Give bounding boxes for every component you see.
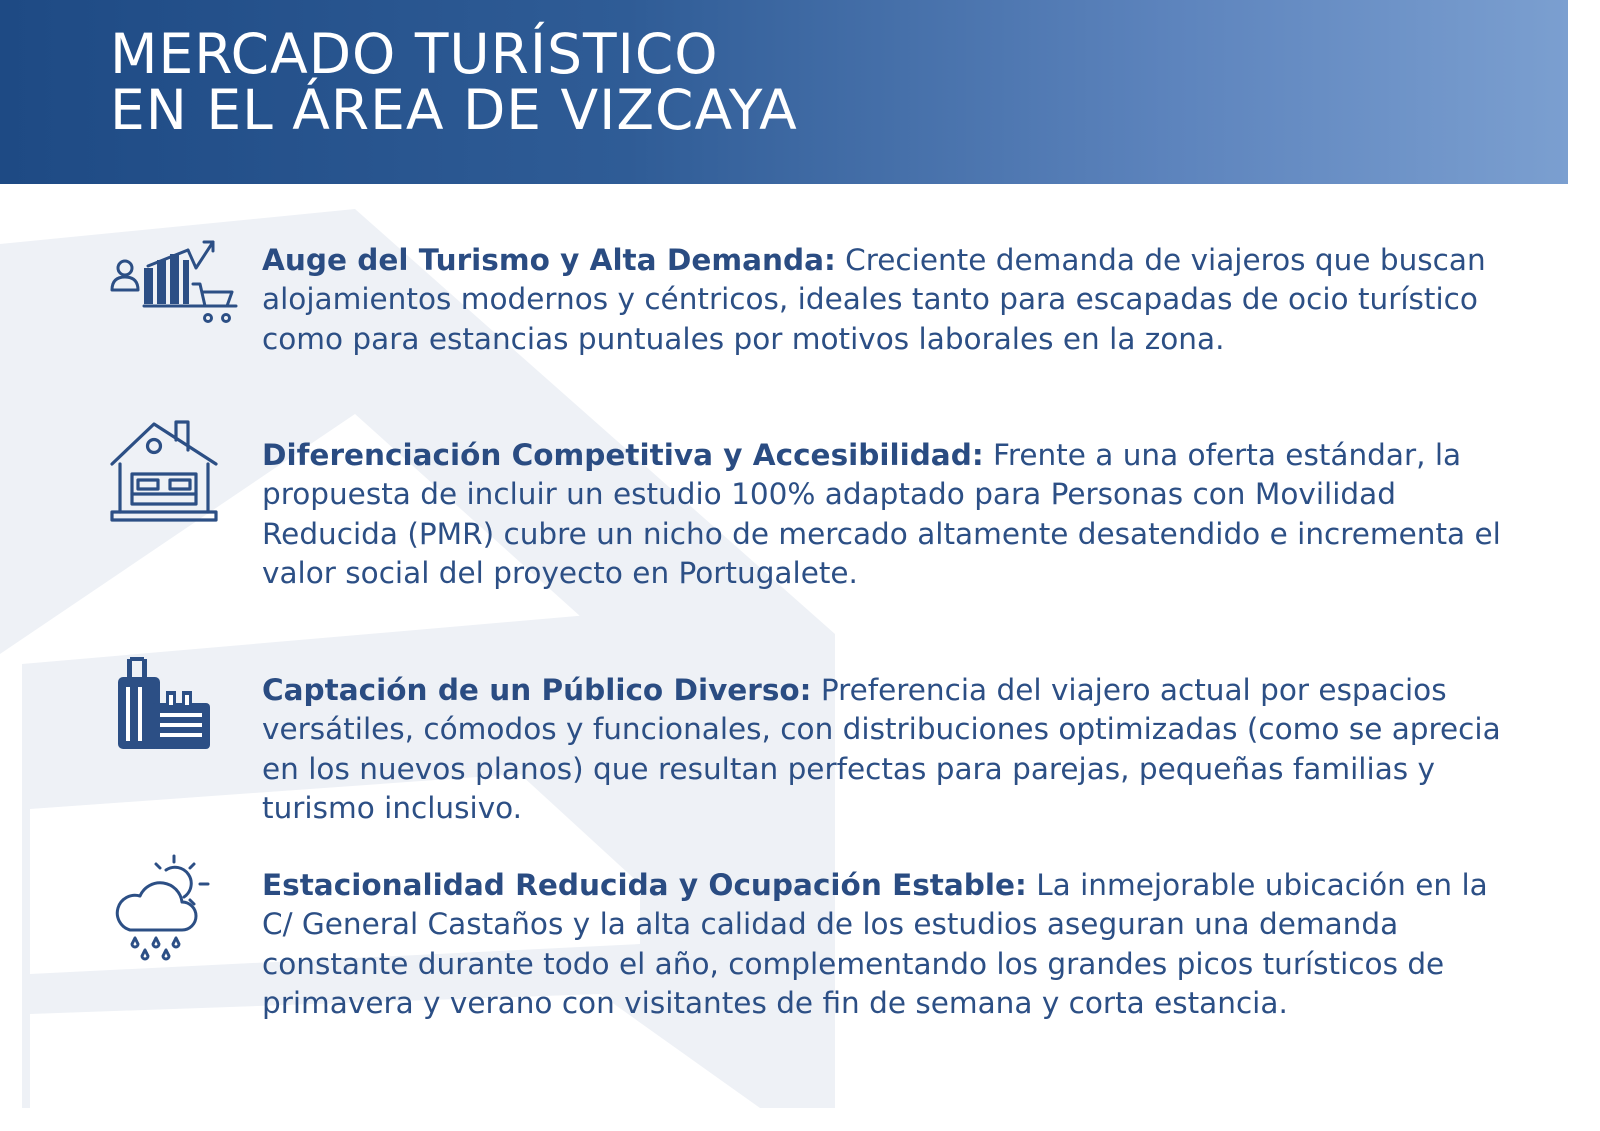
house-bed-icon xyxy=(108,418,220,524)
weather-sun-rain-icon xyxy=(110,854,214,962)
item-heading: Captación de un Público Diverso: xyxy=(262,673,812,707)
list-item-competitive-accessibility xyxy=(262,436,1512,594)
list-item-stable-occupancy xyxy=(262,866,1512,1024)
tourism-growth-icon xyxy=(108,238,238,328)
item-heading: Estacionalidad Reducida y Ocupación Estable: xyxy=(262,868,1027,902)
item-heading: Auge del Turismo y Alta Demanda: xyxy=(262,243,836,277)
item-text: La inmejorable ubicación en la C/ General Castaños y la alta calidad de los estudios aseguran una demanda constante durante todo el año, complementando los grandes picos turísticos de primavera y verano con visitantes de fin de semana y corta estancia. xyxy=(262,868,1488,1021)
luggage-icon xyxy=(116,655,212,751)
item-text: Frente a una oferta estándar, la propuesta de incluir un estudio 100% adaptado para Personas con Movilidad Reducida (PMR) cubre un nicho de mercado altamente desatendido e incrementa el valor social del proyecto en Portugalete. xyxy=(262,438,1501,591)
item-text: Preferencia del viajero actual por espacios versátiles, cómodos y funcionales, con distribuciones optimizadas (como se aprecia en los nuevos planos) que resultan perfectas para parejas, pequeñas familias y turismo inclusivo. xyxy=(262,673,1501,826)
list-item-diverse-audience xyxy=(262,671,1512,829)
page-title xyxy=(110,22,798,142)
list-item-tourism-demand xyxy=(262,241,1512,359)
item-heading: Diferenciación Competitiva y Accesibilidad: xyxy=(262,438,984,472)
page-title-line-2: EN EL ÁREA DE VIZCAYA xyxy=(110,78,798,142)
item-text: Creciente demanda de viajeros que buscan alojamientos modernos y céntricos, ideales tanto para escapadas de ocio turístico como para estancias puntuales por motivos laborales en la zona. xyxy=(262,243,1486,356)
page-title-line-1: MERCADO TURÍSTICO xyxy=(110,22,719,86)
header-banner xyxy=(0,0,1568,184)
